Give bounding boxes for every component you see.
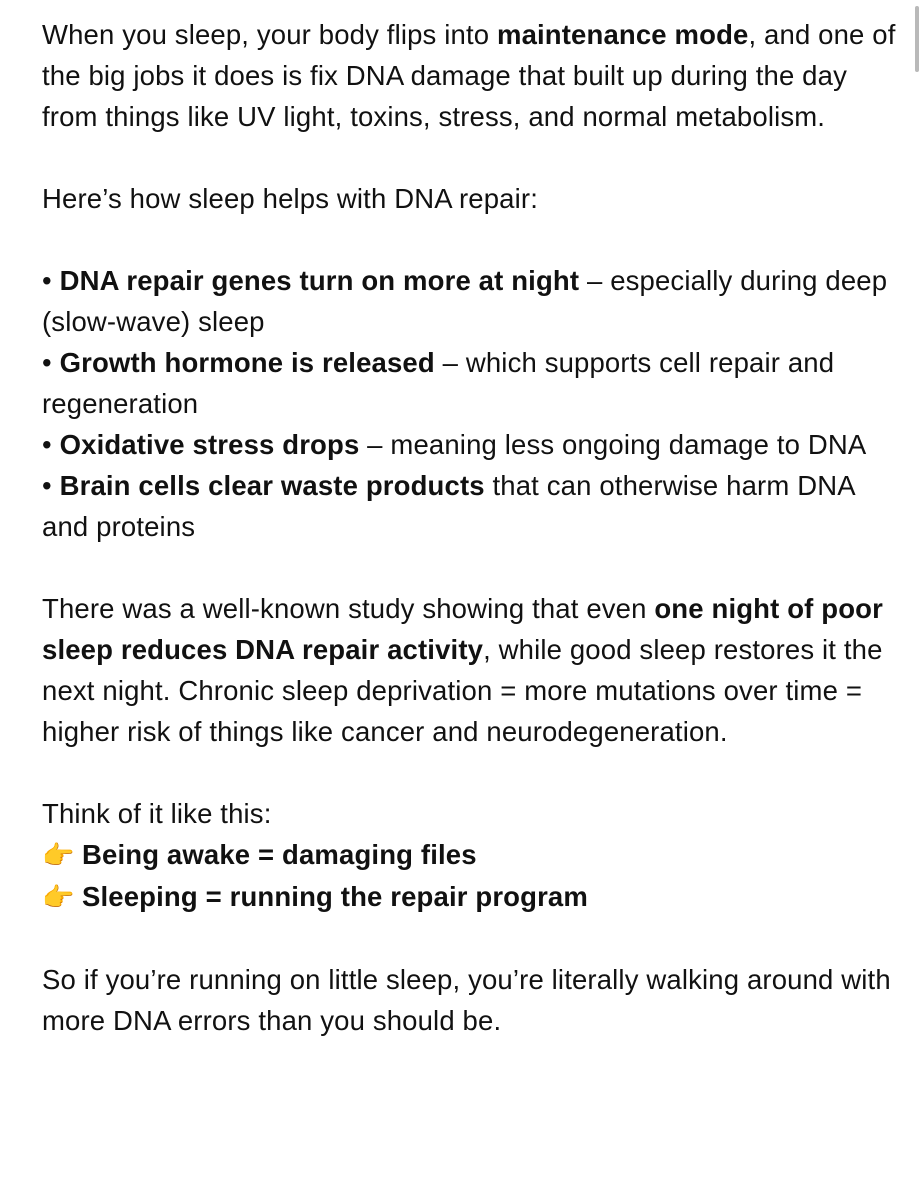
analogy-point-text: Sleeping = running the repair program — [82, 881, 588, 912]
bullet-item — [42, 465, 902, 547]
bullet-title: Growth hormone is released — [59, 347, 435, 378]
bullet-title: Oxidative stress drops — [59, 429, 360, 460]
analogy-heading: Think of it like this: — [42, 798, 272, 829]
bullet-item — [42, 424, 902, 465]
bullet-title: DNA repair genes turn on more at night — [59, 265, 580, 296]
bullet-dot: • — [42, 470, 60, 501]
bullet-item — [42, 342, 902, 424]
analogy-point — [42, 834, 902, 876]
intro-highlight: maintenance mode — [496, 19, 749, 50]
intro-text: When you sleep, your body flips into — [42, 19, 497, 50]
closing-paragraph: So if you’re running on little sleep, you’re literally walking around with more DNA errors than you should be. — [42, 964, 891, 1036]
bullet-detail: – meaning less ongoing damage to DNA — [359, 429, 867, 460]
bullet-dot: • — [42, 429, 60, 460]
bullet-detail: – which supports cell repair and regeneration — [42, 347, 835, 419]
bullet-detail: that can otherwise harm DNA and proteins — [42, 470, 855, 542]
article-body — [42, 14, 902, 1041]
study-text-rest: , while good sleep restores it the next night. Chronic sleep deprivation = more mutations over time = higher risk of things like cancer and neurodegeneration. — [42, 634, 883, 747]
pointing-hand-icon: 👉 — [42, 882, 75, 912]
study-paragraph — [42, 588, 902, 752]
study-text: There was a well-known study showing that even — [42, 593, 655, 624]
analogy-point — [42, 876, 902, 918]
bullet-dot: • — [42, 265, 60, 296]
list-heading: Here’s how sleep helps with DNA repair: — [42, 183, 538, 214]
pointing-hand-icon: 👉 — [42, 840, 75, 870]
analogy-point-text: Being awake = damaging files — [82, 839, 477, 870]
bullet-title: Brain cells clear waste products — [59, 470, 485, 501]
scrollbar[interactable] — [915, 6, 919, 72]
intro-paragraph — [42, 14, 902, 137]
intro-text-rest: , and one of the big jobs it does is fix DNA damage that built up during the day from things like UV light, toxins, stress, and normal metabolism. — [42, 19, 896, 132]
study-highlight: one night of poor sleep reduces DNA repair activity — [42, 593, 883, 665]
bullet-dot: • — [42, 347, 60, 378]
bullet-detail: – especially during deep (slow-wave) sleep — [42, 265, 888, 337]
bullet-item — [42, 260, 902, 342]
